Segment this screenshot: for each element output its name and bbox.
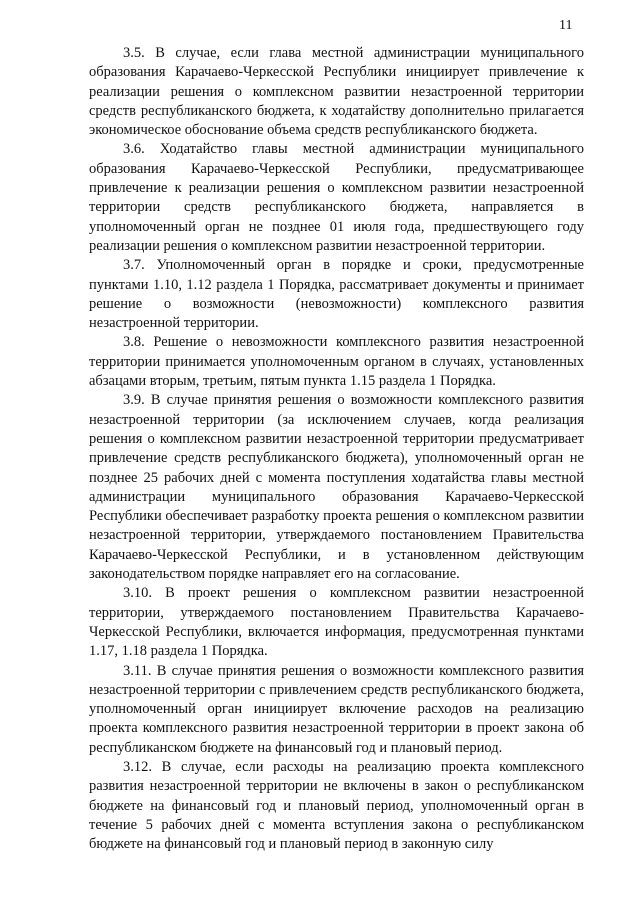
- paragraph-3-12: 3.12. В случае, если расходы на реализацию проекта комплексного развития незастроенной территории не включены в закон о республиканском бюджете на финансовый год и плановый период, уполномоченный орган в течение 5 рабочих дней с момента вступления закона о республиканском бюджете на финансовый год и плановый период в законную силу: [89, 758, 584, 853]
- paragraph-3-7: 3.7. Уполномоченный орган в порядке и сроки, предусмотренные пунктами 1.10, 1.12 раздела 1 Порядка, рассматривает документы и принимает решение о возможности (невозможности) комплексного развития незастроенной территории.: [89, 257, 584, 332]
- paragraph-3-9: 3.9. В случае принятия решения о возможности комплексного развития незастроенной территории (за исключением случаев, когда реализация решения о комплексном развитии незастроенной территории предусматривает привлечение средств республиканского бюджета), уполномоченный орган не позднее 25 рабочих дней с момента поступления ходатайства главы местной администрации муниципального образования Карачаево-Черкесской Республики обеспечивает разработку проекта решения о комплексном развитии незастроенной территории, утверждаемого постановлением Правительства Карачаево-Черкесской Республики, и в установленном действующим законодательством порядке направляет его на согласование.: [89, 392, 584, 583]
- paragraph-3-8: 3.8. Решение о невозможности комплексного развития незастроенной территории принимается уполномоченным органом в случаях, установленных абзацами вторым, третьим, пятым пункта 1.15 раздела 1 Порядка.: [89, 334, 584, 390]
- document-body: [89, 44, 584, 854]
- paragraph-3-11: 3.11. В случае принятия решения о возможности комплексного развития незастроенной территории с привлечением средств республиканского бюджета, уполномоченный орган инициирует включение расходов на реализацию проекта комплексного развития незастроенной территории в проект закона об республиканском бюджете на финансовый год и плановый период.: [89, 662, 584, 756]
- page-number: 11: [559, 18, 573, 33]
- paragraph-3-5: 3.5. В случае, если глава местной администрации муниципального образования Карачаево-Черкесской Республики инициирует привлечение к реализации решения о комплексном развитии незастроенной территории средств республиканского бюджета, к ходатайству дополнительно прилагается экономическое обоснование объема средств республиканского бюджета.: [89, 45, 584, 139]
- paragraph-3-6: 3.6. Ходатайство главы местной администрации муниципального образования Карачаево-Черкесской Республики, предусматривающее привлечение к реализации решения о комплексном развитии незастроенной территории средств республиканского бюджета, направляется в уполномоченный орган не позднее 01 июля года, предшествующего году реализации решения о комплексном развитии незастроенной территории.: [89, 141, 584, 254]
- paragraph-3-10: 3.10. В проект решения о комплексном развитии незастроенной территории, утверждаемого постановлением Правительства Карачаево-Черкесской Республики, включается информация, предусмотренная пунктами 1.17, 1.18 раздела 1 Порядка.: [89, 585, 584, 660]
